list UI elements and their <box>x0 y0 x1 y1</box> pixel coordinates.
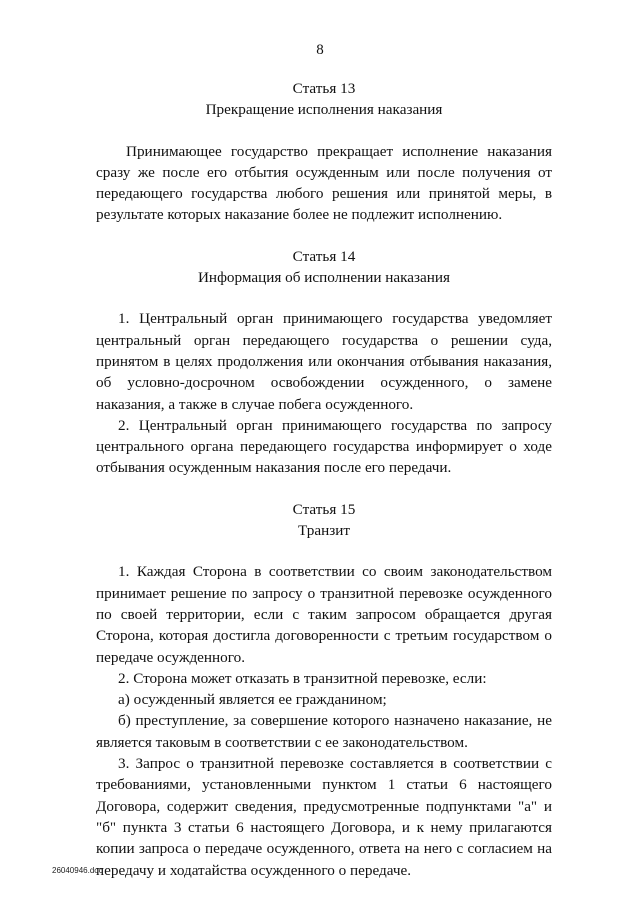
article-number: Статья 14 <box>292 247 356 265</box>
article-number: Статья 13 <box>292 80 356 97</box>
paragraph: 2. Центральный орган принимающего государства по запросу центрального органа передающего государства информирует о ходе отбывания осужденным наказания после его передачи. <box>96 416 552 477</box>
article-title: Прекращение исполнения наказания <box>205 101 443 119</box>
paragraph: 1. Центральный орган принимающего государства уведомляет центральный орган передающего государства о решении суда, принятом в целях продолжения или окончания отбывания наказания, об условно-досрочном освобождении осужденного, о замене наказания, а также в случае побега осужденного. <box>96 310 552 413</box>
list-item: б) преступление, за совершение которого назначено наказание, не является таковым в соответствии с ее законодательством. <box>96 712 552 751</box>
list-item: а) осужденный является ее гражданином; <box>118 691 387 709</box>
paragraph: Принимающее государство прекращает исполнение наказания сразу же после его отбытия осужденным или после получения от передающего государства любого решения или принятой меры, в результате которых наказание более не подлежит исполнению. <box>96 142 552 224</box>
paragraph: 3. Запрос о транзитной перевозке составляется в соответствии с требованиями, установленными пунктом 1 статьи 6 настоящего Договора, содержит сведения, предусмотренные подпунктами "а" и "б" пункта 3 статьи 6 настоящего Договора, и к нему прилагаются копии запроса о передаче осужденного, ответа на него с согласием на передачу и ходатайства осужденного о передаче. <box>96 755 552 879</box>
document-body <box>96 78 552 881</box>
article-title: Транзит <box>298 522 350 540</box>
document-file-code: 26040946.doc <box>52 866 103 875</box>
article-14-heading <box>96 246 552 289</box>
article-13-heading <box>96 78 552 121</box>
article-number: Статья 15 <box>292 500 356 518</box>
article-title: Информация об исполнении наказания <box>197 269 451 287</box>
article-15-heading <box>96 499 552 542</box>
paragraph: 2. Сторона может отказать в транзитной перевозке, если: <box>118 669 487 687</box>
paragraph: 1. Каждая Сторона в соответствии со своим законодательством принимает решение по запросу о транзитной перевозке осужденного по своей территории, если с таким запросом обращается другая Сторона, которая достигла договоренности с третьим государством о передаче осужденного. <box>96 563 552 666</box>
page-number: 8 <box>316 42 324 58</box>
